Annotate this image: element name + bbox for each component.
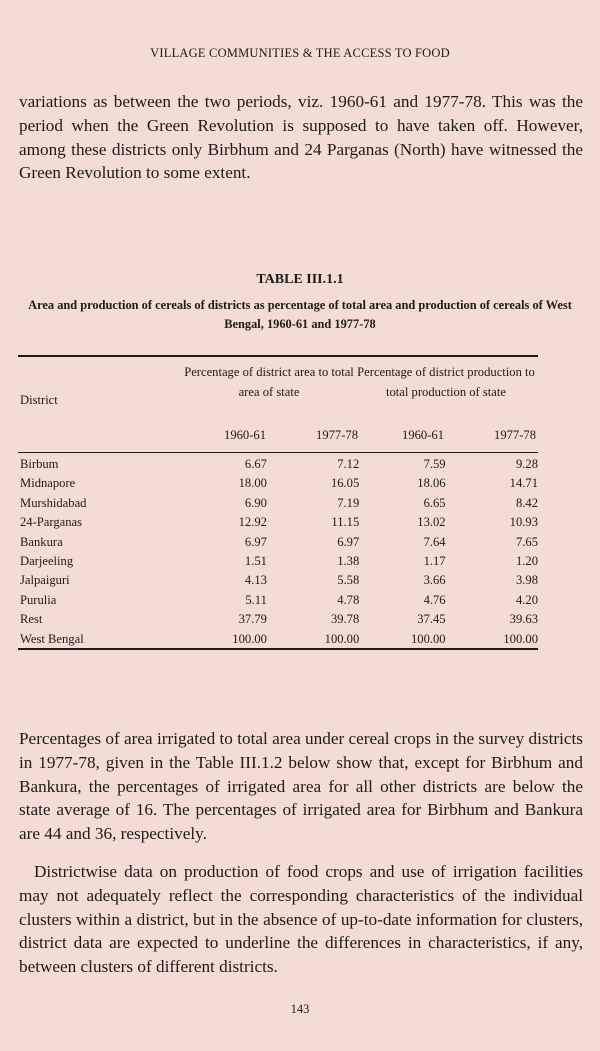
value-cell: 1.38 bbox=[337, 554, 360, 569]
value-cell: 8.42 bbox=[515, 495, 538, 510]
value-cell: 100.00 bbox=[503, 631, 538, 646]
value-cell: 1.20 bbox=[515, 554, 538, 569]
table-row bbox=[18, 533, 538, 552]
value-cell: 16.05 bbox=[330, 476, 360, 491]
district-name-cell: West Bengal bbox=[20, 631, 84, 646]
intro-paragraph: variations as between the two periods, viz. 1960-61 and 1977-78. This was the period when the Green Revolution is supposed to have taken off. However, among these districts only Birbhum and 24 Parganas (North) have witnessed the Green Revolution to some extent. bbox=[19, 92, 583, 183]
value-cell: 7.59 bbox=[423, 457, 446, 471]
value-cell: 37.45 bbox=[417, 612, 446, 627]
value-cell: 1.17 bbox=[423, 554, 446, 569]
value-cell: 6.97 bbox=[244, 534, 267, 549]
value-cell: 5.11 bbox=[245, 592, 267, 607]
table-caption: Area and production of cereals of districts as percentage of total area and production of cereals of West Bengal, 1960-61 and 1977-78 bbox=[28, 298, 572, 331]
value-cell: 4.13 bbox=[244, 573, 267, 588]
value-cell: 18.00 bbox=[238, 476, 267, 491]
paragraph-districtwise: Districtwise data on production of food crops and use of irrigation facilities may not adequately reflect the corresponding characteristics of the individual clusters within a district, but in the absence of up-to-date information for clusters, district data are expected to underline the differences in characteristics, if any, between clusters of different districts. bbox=[19, 862, 583, 977]
value-cell: 100.00 bbox=[232, 631, 267, 646]
table-row bbox=[18, 610, 538, 629]
value-cell: 4.76 bbox=[423, 592, 446, 607]
year-header-area-1977: 1977-78 bbox=[316, 428, 358, 442]
value-cell: 6.67 bbox=[244, 457, 267, 471]
table-top-rule bbox=[18, 355, 538, 357]
value-cell: 39.63 bbox=[509, 612, 538, 627]
table-bottom-rule bbox=[18, 648, 538, 650]
area-group-header: Percentage of district area to total area of state bbox=[184, 365, 354, 399]
value-cell: 13.02 bbox=[417, 515, 446, 530]
value-cell: 100.00 bbox=[324, 631, 360, 646]
year-header-prod-1977: 1977-78 bbox=[494, 428, 536, 442]
value-cell: 1.51 bbox=[244, 554, 267, 569]
table-row bbox=[18, 630, 538, 649]
value-cell: 7.19 bbox=[337, 495, 360, 510]
production-group-header: Percentage of district production to total production of state bbox=[357, 365, 535, 399]
table-row bbox=[18, 494, 538, 513]
cereal-data-table bbox=[18, 455, 538, 649]
value-cell: 14.71 bbox=[509, 476, 538, 491]
value-cell: 6.65 bbox=[423, 495, 446, 510]
district-name-cell: 24-Parganas bbox=[20, 515, 83, 530]
table-row bbox=[18, 591, 538, 610]
district-name-cell: Birbum bbox=[20, 457, 59, 471]
value-cell: 5.58 bbox=[337, 573, 360, 588]
value-cell: 12.92 bbox=[238, 515, 267, 530]
value-cell: 37.79 bbox=[238, 612, 267, 627]
running-head: VILLAGE COMMUNITIES & THE ACCESS TO FOOD bbox=[150, 46, 450, 60]
table-header-rule bbox=[18, 452, 538, 453]
value-cell: 18.06 bbox=[417, 476, 446, 491]
paragraph-irrigation: Percentages of area irrigated to total area under cereal crops in the survey districts in 1977-78, given in the Table III.1.2 below show that, except for Birbhum and Bankura, the percentages of irrigated area for all other districts are below the state average of 16. The percentages of irrigated area for Birbhum and Bankura are 44 and 36, respectively. bbox=[19, 729, 583, 844]
value-cell: 6.97 bbox=[337, 534, 360, 549]
value-cell: 6.90 bbox=[244, 495, 267, 510]
district-name-cell: Murshidabad bbox=[20, 495, 87, 510]
value-cell: 9.28 bbox=[515, 457, 538, 471]
table-row bbox=[18, 513, 538, 532]
district-name-cell: Darjeeling bbox=[20, 554, 74, 569]
year-header-prod-1960: 1960-61 bbox=[402, 428, 444, 442]
value-cell: 7.65 bbox=[515, 534, 538, 549]
district-name-cell: Midnapore bbox=[20, 476, 76, 491]
table-row bbox=[18, 571, 538, 590]
value-cell: 4.20 bbox=[515, 592, 538, 607]
value-cell: 7.12 bbox=[337, 457, 360, 471]
year-header-area-1960: 1960-61 bbox=[224, 428, 266, 442]
district-name-cell: Bankura bbox=[20, 534, 63, 549]
value-cell: 39.78 bbox=[330, 612, 360, 627]
value-cell: 3.66 bbox=[423, 573, 446, 588]
district-name-cell: Jalpaiguri bbox=[20, 573, 70, 588]
district-name-cell: Rest bbox=[20, 612, 43, 627]
page-number: 143 bbox=[290, 1002, 310, 1016]
table-row bbox=[18, 474, 538, 493]
value-cell: 100.00 bbox=[410, 631, 446, 646]
value-cell: 4.78 bbox=[337, 592, 360, 607]
value-cell: 11.15 bbox=[331, 515, 360, 530]
district-name-cell: Purulia bbox=[20, 592, 57, 607]
table-row bbox=[18, 552, 538, 571]
value-cell: 10.93 bbox=[509, 515, 538, 530]
table-title: TABLE III.1.1 bbox=[256, 272, 344, 287]
table-row bbox=[18, 455, 538, 474]
value-cell: 7.64 bbox=[423, 534, 446, 549]
value-cell: 3.98 bbox=[515, 573, 538, 588]
district-column-header: District bbox=[20, 393, 58, 407]
